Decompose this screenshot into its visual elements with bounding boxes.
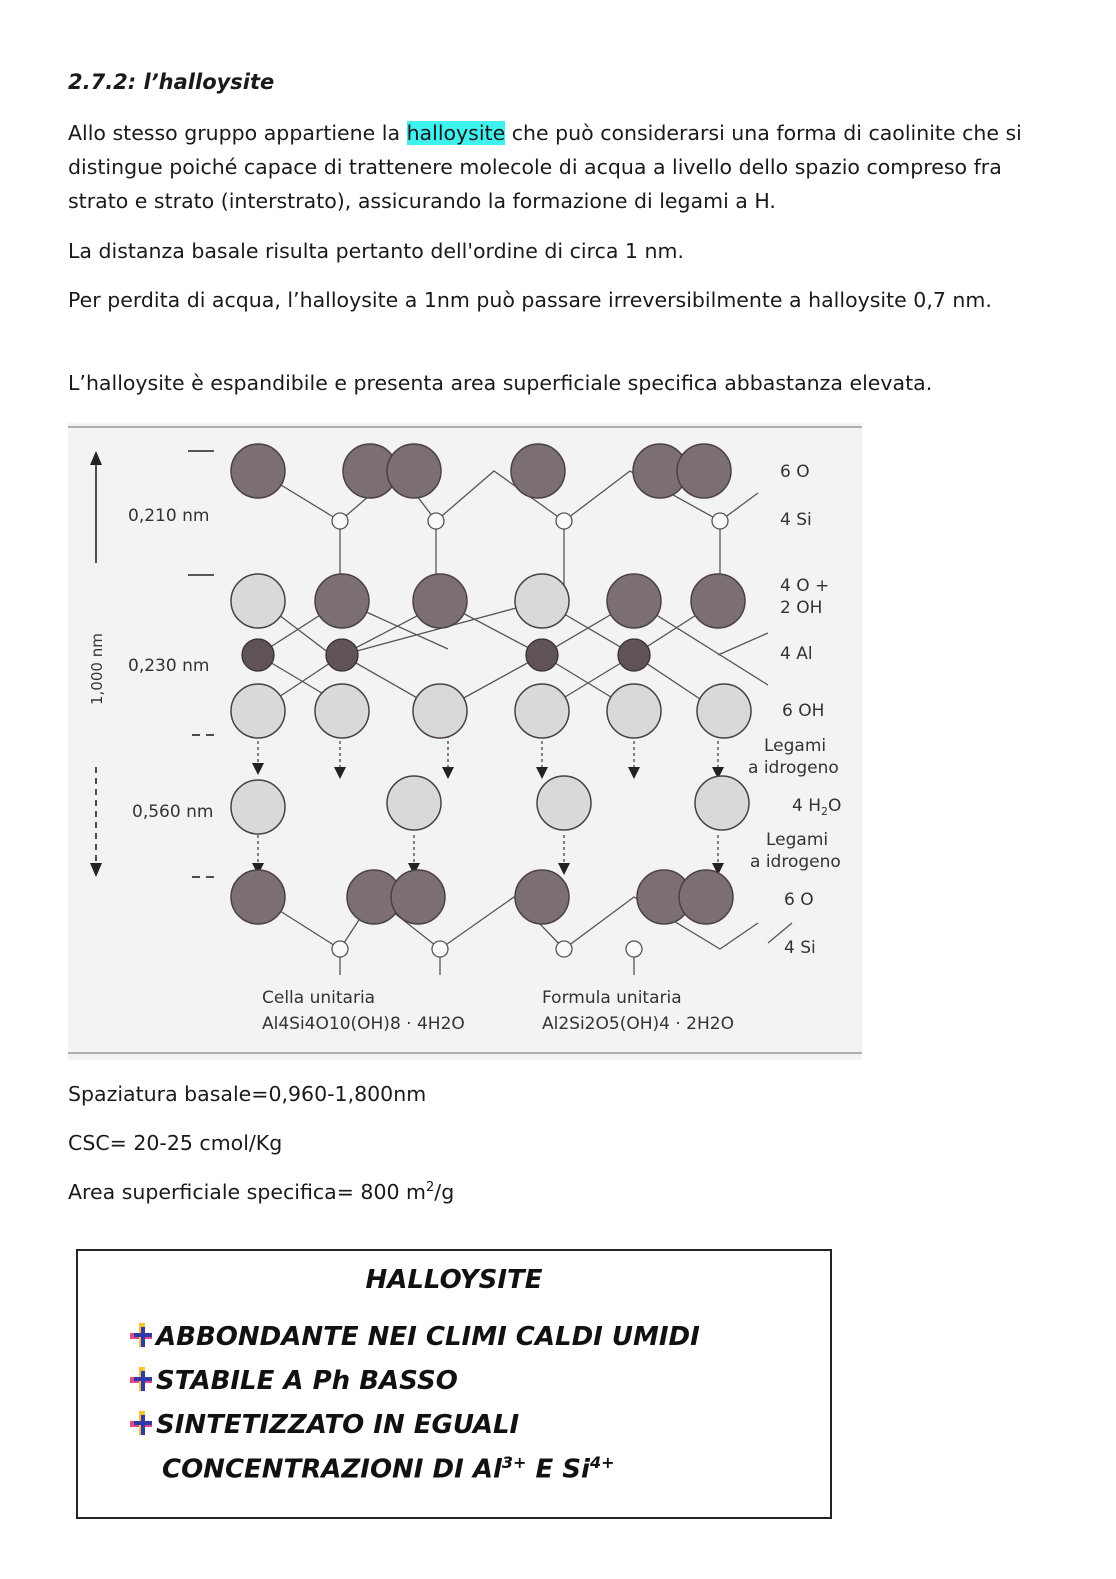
silicon-atoms-bottom [332, 941, 642, 957]
caption-formula-title: Formula unitaria [542, 988, 682, 1008]
summary-bullet-1: ABBONDANTE NEI CLIMI CALDI UMIDI [126, 1321, 700, 1352]
halloysite-structure-figure [68, 423, 862, 1060]
caption-cell-formula: Al4Si4O10(OH)8 · 4H2O [262, 1014, 465, 1034]
oxygen-hydroxyl-row [231, 574, 745, 628]
label-0210: 0,210 nm [128, 506, 210, 526]
aluminum-atoms [242, 639, 650, 671]
plus-bullet-icon [126, 1365, 156, 1393]
label-4si-top: 4 Si [780, 510, 812, 530]
highlighted-term: halloysite [406, 121, 506, 145]
label-6oh: 6 OH [782, 701, 825, 721]
label-6o-top: 6 O [780, 462, 810, 482]
structure-diagram [68, 423, 862, 1060]
silicon-atoms-top [332, 513, 728, 529]
label-6o-bottom: 6 O [784, 890, 814, 910]
label-4o: 4 O + [780, 576, 830, 596]
summary-box [76, 1249, 832, 1519]
paragraph-expandable: L’halloysite è espandibile e presenta area superficiale specifica abbastanza elevata. [68, 371, 933, 395]
plus-bullet-icon [126, 1409, 156, 1437]
label-2oh: 2 OH [780, 598, 823, 618]
plus-bullet-icon [126, 1321, 156, 1349]
right-labels [748, 462, 841, 958]
label-4al: 4 Al [780, 644, 813, 664]
label-0560: 0,560 nm [132, 802, 214, 822]
label-4si-bottom: 4 Si [784, 938, 816, 958]
paragraph-water-loss: Per perdita di acqua, l’halloysite a 1nm può passare irreversibilmente a halloysite 0,7 nm. [68, 288, 992, 312]
label-4h2o: 4 $H_2O$ [792, 796, 842, 818]
summary-bullet-3-continued: CONCENTRAZIONI DI $Al^{3+}$ E $Si^{4+}$ [162, 1453, 615, 1485]
hydroxyl-atoms [231, 684, 751, 738]
summary-bullet-2: STABILE A Ph BASSO [126, 1365, 458, 1396]
hydrogen-bond-arrows [258, 735, 718, 863]
caption-formula-formula: Al2Si2O5(OH)4 · 2H2O [542, 1014, 734, 1034]
summary-bullet-3: SINTETIZZATO IN EGUALI [126, 1409, 519, 1440]
water-molecules [231, 776, 749, 834]
stat-surface-area: Area superficiale specifica= 800 $m^2/g$ [68, 1180, 455, 1204]
summary-title: HALLOYSITE [365, 1265, 543, 1295]
section-heading: 2.7.2: l’halloysite [68, 70, 275, 94]
label-1000: 1,000 nm [88, 633, 106, 705]
label-legami-1: Legami [764, 736, 827, 756]
stat-basal-spacing: Spaziatura basale=0,960-1,800nm [68, 1082, 427, 1106]
stat-csc: CSC= 20-25 cmol/Kg [68, 1131, 283, 1155]
label-legami-2: Legami [766, 830, 829, 850]
paragraph-basal-distance: La distanza basale risulta pertanto dell'ordine di circa 1 nm. [68, 239, 684, 263]
label-0230: 0,230 nm [128, 656, 210, 676]
label-idrogeno-2: a idrogeno [750, 852, 841, 872]
oxygen-atoms-bottom [231, 870, 733, 924]
arrow-heads [252, 763, 724, 875]
label-idrogeno-1: a idrogeno [748, 758, 839, 778]
caption-cell-title: Cella unitaria [262, 988, 376, 1008]
oxygen-atoms-top [231, 444, 731, 498]
paragraph-intro: Allo stesso gruppo appartiene la halloysite che può considerarsi una forma di caolinite che si distingue poiché capace di trattenere molecole di acqua a livello dello spazio compreso fra strato e strato (interstrato), assicurando la formazione di legami a H. [68, 121, 1022, 213]
